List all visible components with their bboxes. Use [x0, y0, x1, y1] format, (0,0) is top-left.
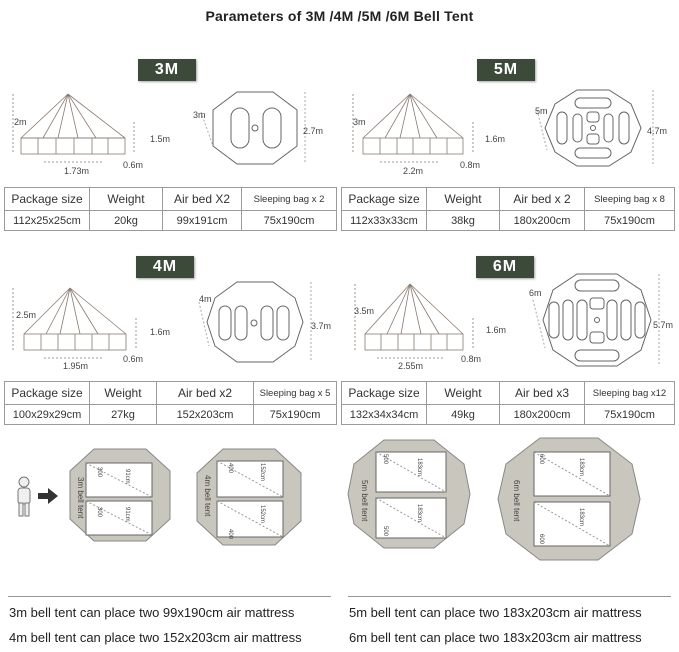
header-package: Package size	[5, 188, 90, 211]
header-weight: Weight	[427, 188, 500, 211]
value-sleepingbag: 75x190cm	[242, 211, 337, 231]
badge-4m: 4M	[136, 256, 194, 278]
tent-top-3m	[193, 82, 323, 182]
plan-dimension: 500	[382, 454, 388, 465]
plan-dimension: 600	[538, 534, 544, 545]
note-5m: 5m bell tent can place two 183x203cm air mattress	[349, 605, 642, 620]
divider	[348, 596, 671, 597]
bed-width: 152cm	[259, 505, 265, 524]
header-sleepingbag: Sleeping bag x 5	[254, 382, 337, 405]
tent-top-4m	[195, 272, 335, 372]
diameter-label: 3.7m	[311, 321, 332, 331]
bed-width: 152cm	[259, 463, 265, 482]
plan-dimension: 300	[96, 467, 102, 478]
value-weight: 38kg	[427, 211, 500, 231]
arrow-right-icon	[38, 488, 60, 504]
header-weight: Weight	[427, 382, 500, 405]
note-6m: 6m bell tent can place two 183x203cm air mattress	[349, 630, 642, 645]
header-sleepingbag: Sleeping bag x 8	[585, 188, 675, 211]
value-sleepingbag: 75x190cm	[585, 211, 675, 231]
divider	[8, 596, 331, 597]
value-weight: 49kg	[427, 405, 500, 425]
tent-side-3m	[8, 82, 188, 176]
tent-top-5m	[533, 78, 673, 178]
door-label: 1.6m	[485, 134, 506, 144]
diameter-label: 4.7m	[647, 126, 668, 136]
value-airbed: 180x200cm	[500, 211, 585, 231]
floor-plan-5m	[344, 436, 474, 554]
spec-table-6m	[341, 381, 675, 425]
tent-side-5m	[345, 82, 525, 176]
tent-side-6m	[345, 278, 525, 371]
bed-width: 183cm	[416, 504, 422, 523]
plan-dimension: 300	[96, 507, 102, 518]
door-label: 1.6m	[486, 325, 507, 335]
plan-label: 3m bell tent	[76, 477, 85, 519]
plan-label: 5m bell tent	[360, 480, 369, 522]
tent-top-6m	[527, 266, 677, 376]
width-label: 2.55m	[398, 361, 424, 371]
header-package: Package size	[342, 188, 427, 211]
radius-label: 3m	[193, 110, 206, 120]
radius-label: 5m	[535, 106, 548, 116]
bed-width: 91cm	[124, 469, 130, 484]
plan-label: 6m bell tent	[512, 480, 521, 522]
value-package: 112x25x25cm	[5, 211, 90, 231]
wall-label: 0.6m	[123, 354, 144, 364]
wall-label: 0.6m	[123, 160, 144, 170]
height-label: 2.5m	[16, 310, 37, 320]
value-package: 132x34x34cm	[342, 405, 427, 425]
value-weight: 27kg	[90, 405, 157, 425]
value-airbed: 99x191cm	[163, 211, 242, 231]
header-sleepingbag: Sleeping bag x 2	[242, 188, 337, 211]
diameter-label: 5.7m	[653, 320, 674, 330]
value-weight: 20kg	[90, 211, 163, 231]
header-airbed: Air bed x2	[157, 382, 254, 405]
bed-width: 183cm	[578, 508, 584, 527]
plan-dimension: 400	[227, 463, 233, 474]
radius-label: 6m	[529, 288, 542, 298]
door-label: 1.5m	[150, 134, 171, 144]
header-package: Package size	[5, 382, 90, 405]
height-label: 3.5m	[354, 306, 375, 316]
plan-dimension: 600	[538, 454, 544, 465]
header-sleepingbag: Sleeping bag x12	[585, 382, 675, 405]
plan-label: 4m bell tent	[203, 475, 212, 517]
value-sleepingbag: 75x190cm	[254, 405, 337, 425]
badge-6m: 6M	[476, 256, 534, 278]
bed-width: 183cm	[578, 458, 584, 477]
width-label: 2.2m	[403, 166, 424, 176]
note-4m: 4m bell tent can place two 152x203cm air mattress	[9, 630, 302, 645]
plan-dimension: 500	[382, 526, 388, 537]
wall-label: 0.8m	[460, 160, 481, 170]
floor-plan-4m	[189, 445, 309, 549]
bed-width: 91cm	[124, 507, 130, 522]
tent-side-4m	[8, 278, 188, 371]
header-airbed: Air bed x3	[500, 382, 585, 405]
height-label: 3m	[353, 117, 366, 127]
header-airbed: Air bed x 2	[500, 188, 585, 211]
value-airbed: 180x200cm	[500, 405, 585, 425]
height-label: 2m	[14, 117, 27, 127]
radius-label: 4m	[199, 294, 212, 304]
badge-3m: 3M	[138, 59, 196, 81]
note-3m: 3m bell tent can place two 99x190cm air mattress	[9, 605, 295, 620]
value-package: 112x33x33cm	[342, 211, 427, 231]
header-weight: Weight	[90, 382, 157, 405]
door-label: 1.6m	[150, 327, 171, 337]
floor-plan-3m	[64, 445, 174, 545]
badge-5m: 5M	[477, 59, 535, 81]
spec-table-5m	[341, 187, 675, 231]
plan-dimension: 400	[227, 529, 233, 540]
width-label: 1.95m	[63, 361, 89, 371]
wall-label: 0.8m	[461, 354, 482, 364]
person-icon	[14, 476, 34, 518]
value-package: 100x29x29cm	[5, 405, 90, 425]
spec-table-4m	[4, 381, 337, 425]
header-weight: Weight	[90, 188, 163, 211]
value-airbed: 152x203cm	[157, 405, 254, 425]
floor-plan-6m	[494, 434, 644, 564]
page-title: Parameters of 3M /4M /5M /6M Bell Tent	[205, 8, 474, 24]
bed-width: 183cm	[416, 458, 422, 477]
header-package: Package size	[342, 382, 427, 405]
header-airbed: Air bed X2	[163, 188, 242, 211]
value-sleepingbag: 75x190cm	[585, 405, 675, 425]
width-label: 1.73m	[64, 166, 90, 176]
spec-table-3m	[4, 187, 337, 231]
diameter-label: 2.7m	[303, 126, 324, 136]
